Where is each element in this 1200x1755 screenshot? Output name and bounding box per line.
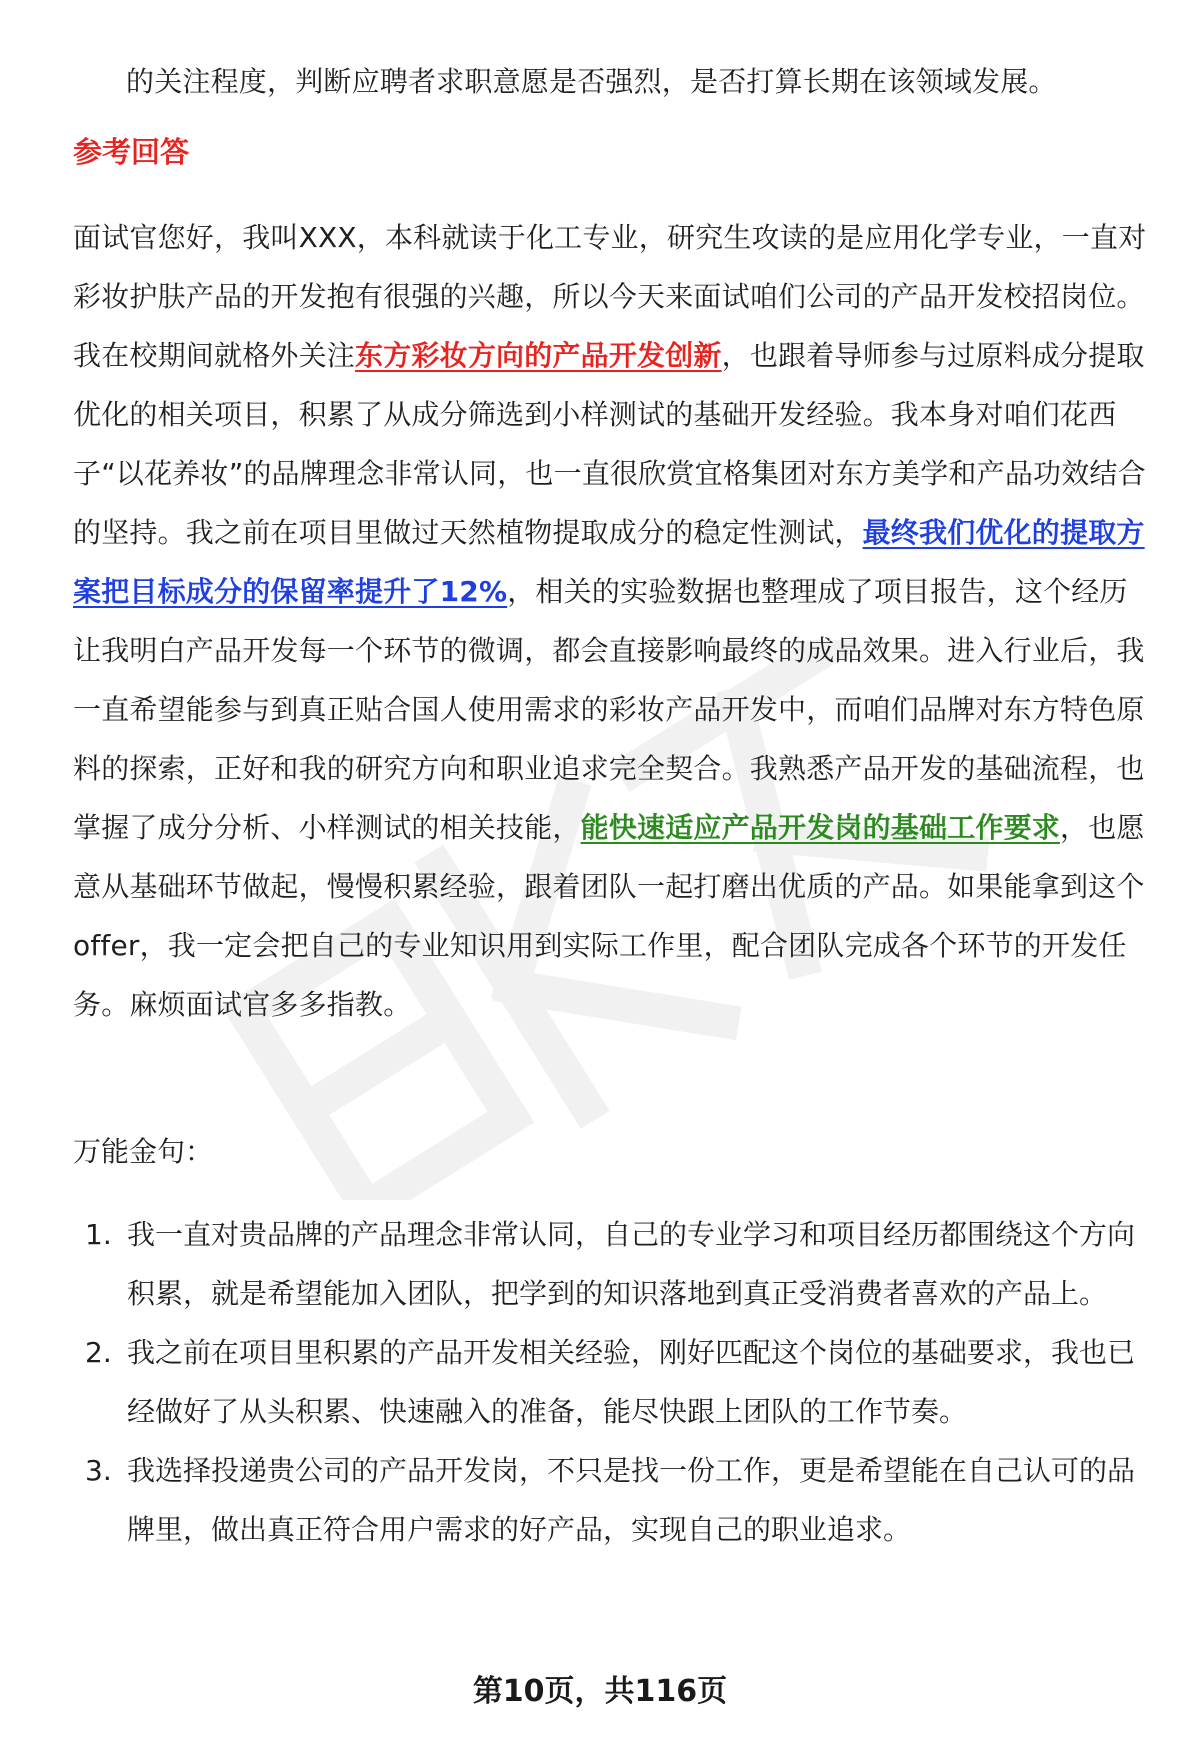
list-item-text: 我选择投递贵公司的产品开发岗，不只是找一份工作，更是希望能在自己认可的品牌里，做出真正符合用户需求的好产品，实现自己的职业追求。 (127, 1454, 1136, 1546)
page-number-footer: 第10页，共116页 (472, 1674, 728, 1709)
sentences-label: 万能金句： (73, 1135, 214, 1168)
list-item-number: 3. (85, 1454, 112, 1487)
list-item-text: 我一直对贵品牌的产品理念非常认同，自己的专业学习和项目经历都围绕这个方向积累，就是希望能加入团队，把学到的知识落地到真正受消费者喜欢的产品上。 (127, 1218, 1136, 1310)
list-item (73, 1441, 1149, 1559)
answer-text-part-2: ，也跟着导师参与过原料成分提取优化的相关项目，积累了从成分筛选到小样测试的基础开发经验。我本身对咱们花西子“以花养妆”的品牌理念非常认同，也一直很欣赏宜格集团对东方美学和产品功效结合的坚持。我之前在项目里做过天然植物提取成分的稳定性测试， (73, 339, 1146, 549)
answer-text-part-3: ，相关的实验数据也整理成了项目报告，这个经历让我明白产品开发每一个环节的微调，都会直接影响最终的成品效果。进入行业后，我一直希望能参与到真正贴合国人使用需求的彩妆产品开发中，而咱们品牌对东方特色原料的探索，正好和我的研究方向和职业追求完全契合。我熟悉产品开发的基础流程，也掌握了成分分析、小样测试的相关技能， (73, 575, 1145, 844)
sentence-list (73, 1205, 1149, 1559)
section-heading: 参考回答 (73, 135, 190, 169)
list-item-text: 我之前在项目里积累的产品开发相关经验，刚好匹配这个岗位的基础要求，我也已经做好了从头积累、快速融入的准备，能尽快跟上团队的工作节奏。 (127, 1336, 1136, 1428)
highlight-red: 东方彩妆方向的产品开发创新 (355, 339, 722, 372)
list-item (73, 1205, 1149, 1323)
list-item-number: 2. (85, 1336, 112, 1369)
answer-text-part-1: 面试官您好，我叫XXX，本科就读于化工专业，研究生攻读的是应用化学专业，一直对彩妆护肤产品的开发抱有很强的兴趣，所以今天来面试咱们公司的产品开发校招岗位。我在校期间就格外关注 (73, 221, 1147, 372)
answer-text-part-4: ，也愿意从基础环节做起，慢慢积累经验，跟着团队一起打磨出优质的产品。如果能拿到这个offer，我一定会把自己的专业知识用到实际工作里，配合团队完成各个环节的开发任务。麻烦面试官多多指教。 (73, 811, 1145, 1021)
highlight-blue: 最终我们优化的提取方案把目标成分的保留率提升了12% (73, 516, 1145, 608)
highlight-green: 能快速适应产品开发岗的基础工作要求 (580, 811, 1061, 844)
answer-paragraph (73, 208, 1149, 1034)
list-item-number: 1. (85, 1218, 112, 1251)
intro-text: 的关注程度，判断应聘者求职意愿是否强烈，是否打算长期在该领域发展。 (126, 65, 1057, 98)
list-item (73, 1323, 1149, 1441)
